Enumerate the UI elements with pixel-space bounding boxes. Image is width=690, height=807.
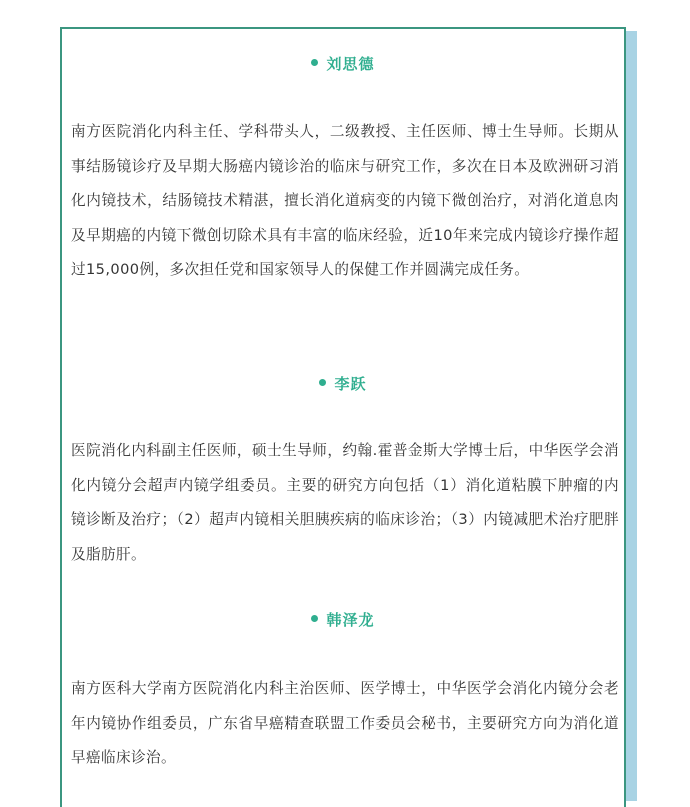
content-card [60,27,626,807]
doctor-bio: 医院消化内科副主任医师，硕士生导师，约翰.霍普金斯大学博士后，中华医学会消化内镜分会超声内镜学组委员。主要的研究方向包括（1）消化道粘膜下肿瘤的内镜诊断及治疗；（2）超声内镜相关胆胰疾病的临床诊治；（3）内镜减肥术治疗肥胖及脂肪肝。 [71,442,619,563]
doctor-name: 韩泽龙 [326,611,375,629]
bullet-dot-icon [311,615,318,622]
doctor-bio: 南方医院消化内科主任、学科带头人，二级教授、主任医师、博士生导师。长期从事结肠镜诊疗及早期大肠癌内镜诊治的临床与研究工作，多次在日本及欧洲研习消化内镜技术，结肠镜技术精湛，擅长消化道病变的内镜下微创治疗，对消化道息肉及早期癌的内镜下微创切除术具有丰富的临床经验，近10年来完成内镜诊疗操作超过15,000例，多次担任党和国家领导人的保健工作并圆满完成任务。 [71,123,619,278]
doctor-bio: 南方医科大学南方医院消化内科主治医师、医学博士，中华医学会消化内镜分会老年内镜协作组委员，广东省早癌精查联盟工作委员会秘书，主要研究方向为消化道早癌临床诊治。 [71,680,619,766]
doctor-name-heading [62,609,624,630]
doctor-name-heading [62,373,624,394]
doctor-name: 李跃 [334,375,367,393]
bullet-dot-icon [319,379,326,386]
doctor-name-heading [62,53,624,74]
bullet-dot-icon [311,59,318,66]
doctor-name: 刘思德 [326,55,375,73]
